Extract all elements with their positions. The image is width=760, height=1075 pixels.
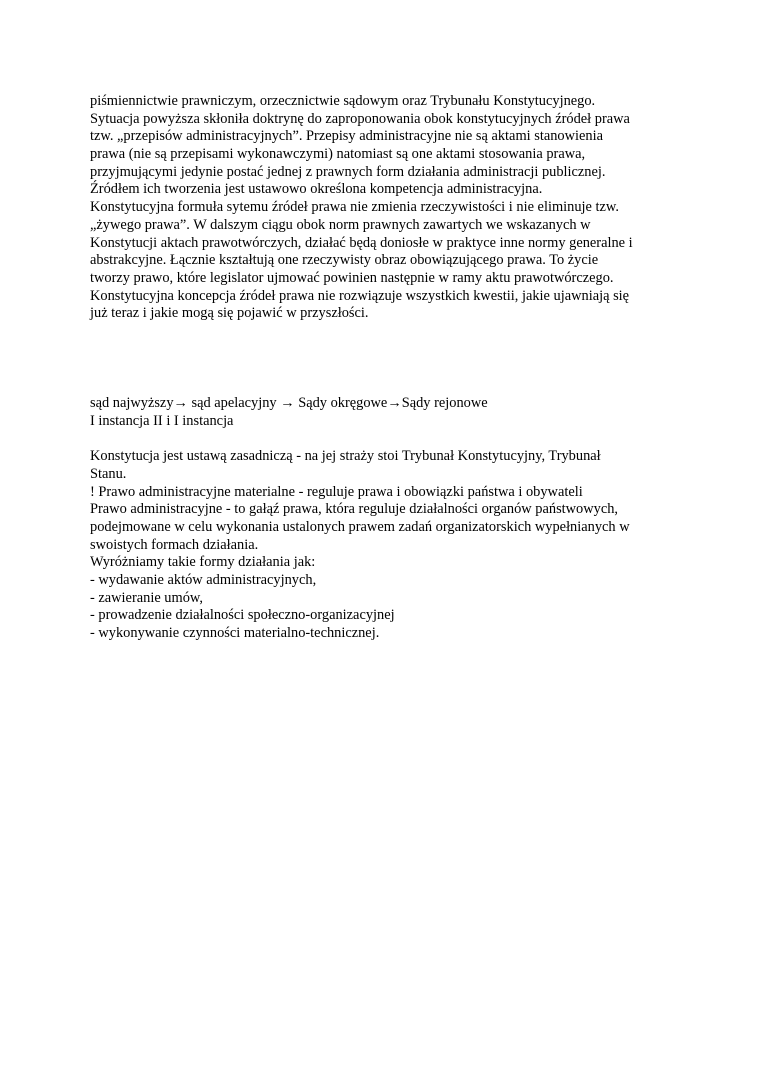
paragraph1-line: piśmiennictwie prawniczym, orzecznictwie sądowym oraz Trybunału Konstytucyjnego. — [90, 93, 596, 109]
paragraph2-line: ! Prawo administracyjne materialne - reguluje prawa i obowiązki państwa i obywateli — [90, 484, 583, 500]
paragraph1-line: tzw. „przepisów administracyjnych”. Przepisy administracyjne nie są aktami stanowienia — [90, 128, 603, 144]
list-item: - prowadzenie działalności społeczno-organizacyjnej — [90, 607, 395, 623]
list-item: - wydawanie aktów administracyjnych, — [90, 572, 317, 588]
paragraph2-line: swoistych formach działania. — [90, 537, 259, 553]
paragraph1-line: „żywego prawa”. W dalszym ciągu obok norm prawnych zawartych we wskazanych w — [90, 217, 591, 233]
paragraph1-line: Sytuacja powyższa skłoniła doktrynę do zaproponowania obok konstytucyjnych źródeł prawa — [90, 111, 630, 127]
paragraph1-line: Źródłem ich tworzenia jest ustawowo określona kompetencja administracyjna. — [90, 181, 543, 197]
paragraph2-line: Stanu. — [90, 466, 127, 482]
paragraph1-line: Konstytucji aktach prawotwórczych, działać będą doniosłe w praktyce inne normy generalne i — [90, 235, 633, 251]
paragraph1-line: Konstytucyjna koncepcja źródeł prawa nie rozwiązuje wszystkich kwestii, jakie ujawniają się — [90, 288, 630, 304]
paragraph2-line: Konstytucja jest ustawą zasadniczą - na jej straży stoi Trybunał Konstytucyjny, Trybunał — [90, 448, 601, 464]
paragraph2-line: Wyróżniamy takie formy działania jak: — [90, 554, 316, 570]
paragraph2-line: podejmowane w celu wykonania ustalonych prawem zadań organizatorskich wypełnianych w — [90, 519, 630, 535]
paragraph1-line: tworzy prawo, które legislator ujmować powinien następnie w ramy aktu prawotwórczego. — [90, 270, 614, 286]
paragraph1-line: prawa (nie są przepisami wykonawczymi) natomiast są one aktami stosowania prawa, — [90, 146, 586, 162]
paragraph1-line: abstrakcyjne. Łącznie kształtują one rzeczywisty obraz obowiązującego prawa. To życie — [90, 252, 599, 268]
instance-line: I instancja II i I instancja — [90, 413, 234, 429]
list-item: - zawieranie umów, — [90, 590, 203, 606]
paragraph1-line: już teraz i jakie mogą się pojawić w przyszłości. — [90, 305, 369, 321]
paragraph1-line: przyjmującymi jedynie postać jednej z prawnych form działania administracji publicznej. — [90, 164, 606, 180]
list-item: - wykonywanie czynności materialno-technicznej. — [90, 625, 380, 641]
paragraph1-line: Konstytucyjna formuła sytemu źródeł prawa nie zmienia rzeczywistości i nie eliminuje tzw. — [90, 199, 619, 215]
paragraph2-line: Prawo administracyjne - to gałąź prawa, która reguluje działalności organów państwowych, — [90, 501, 619, 517]
courts-hierarchy-line: sąd najwyższy→ sąd apelacyjny → Sądy okręgowe→Sądy rejonowe — [90, 395, 488, 411]
